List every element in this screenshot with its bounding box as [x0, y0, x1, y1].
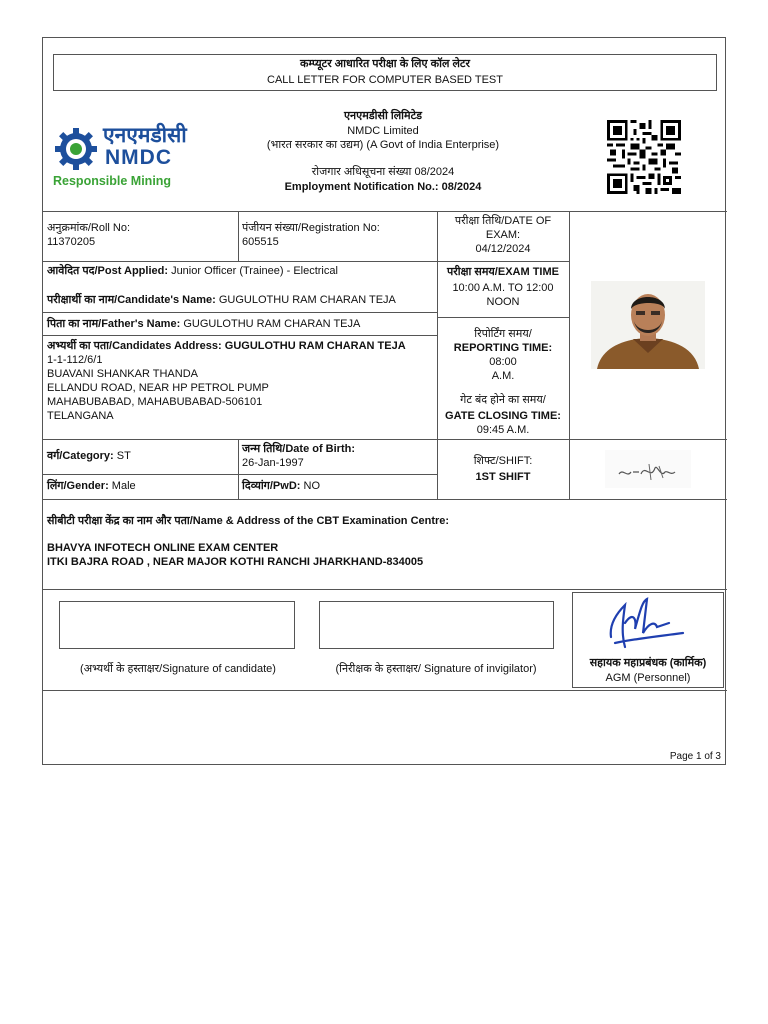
- agm-signature-image: [603, 593, 689, 655]
- exam-centre-block: [47, 514, 723, 569]
- candidate-signature-box: [59, 601, 295, 649]
- reporting-label-hindi: रिपोर्टिंग समय/: [474, 328, 532, 340]
- pwd-cell: [242, 479, 432, 493]
- exam-centre-label: सीबीटी परीक्षा केंद्र का नाम और पता/Name & Address of the CBT Examination Centre:: [47, 515, 450, 527]
- shift-label: शिफ्ट/SHIFT:: [473, 455, 533, 467]
- logo-tagline: Responsible Mining: [53, 174, 172, 188]
- signature-scribble-icon: [605, 450, 691, 488]
- org-govt-hindi: (भारत सरकार का उद्यम): [266, 139, 364, 151]
- title-english: CALL LETTER FOR COMPUTER BASED TEST: [267, 74, 503, 86]
- post-applied-label: आवेदित पद/Post Applied:: [47, 265, 168, 277]
- photo-column-left-line: [569, 211, 570, 499]
- grid-top-line: [43, 211, 727, 212]
- gender-label: लिंग/Gender:: [47, 480, 109, 492]
- exam-date-cell: [439, 214, 567, 256]
- address-line: TELANGANA: [47, 410, 114, 422]
- notification-hindi-value: 08/2024: [414, 166, 455, 178]
- exam-time-cell: [439, 265, 567, 309]
- candidate-signature-image: [605, 450, 691, 488]
- grid-bottom-line: [43, 499, 727, 500]
- org-govt-line: [233, 139, 533, 152]
- registration-no-value: 605515: [242, 236, 279, 248]
- notification-english-value: 08/2024: [441, 181, 482, 193]
- agm-title-hindi: सहायक महाप्रबंधक (कार्मिक): [589, 657, 707, 669]
- exam-date-value: 04/12/2024: [475, 243, 531, 255]
- logo-hindi-text: एनएमडीसी: [103, 124, 187, 147]
- title-box: [53, 54, 717, 91]
- notification-english-label: Employment Notification No.:: [284, 181, 439, 193]
- page-number: Page 1 of 3: [669, 751, 721, 762]
- agm-title-english: AGM (Personnel): [605, 672, 691, 684]
- category-label: वर्ग/Category:: [47, 450, 114, 462]
- org-name-english: NMDC Limited: [347, 125, 419, 137]
- post-applied-value: Junior Officer (Trainee) - Electrical: [171, 265, 338, 277]
- registration-no-cell: [242, 221, 432, 249]
- reporting-value-1: 08:00: [489, 356, 517, 368]
- invigilator-signature-box: [319, 601, 554, 649]
- org-govt-english: (A Govt of India Enterprise): [366, 139, 500, 151]
- shift-cell: [439, 454, 567, 484]
- dob-value: 26-Jan-1997: [242, 457, 304, 469]
- gate-value: 09:45 A.M.: [476, 424, 530, 436]
- candidate-name-value: GUGULOTHU RAM CHARAN TEJA: [218, 294, 396, 306]
- address-line: 1-1-112/6/1: [47, 354, 103, 366]
- address-line: MAHABUBABAD, MAHABUBABAD-506101: [47, 396, 263, 408]
- address-label: अभ्यर्थी का पता/Candidates Address:: [47, 340, 222, 352]
- title-hindi: कम्प्यूटर आधारित परीक्षा के लिए कॉल लेटर: [300, 58, 470, 70]
- shift-value: 1ST SHIFT: [475, 471, 531, 483]
- notification-hindi-line: [233, 166, 533, 179]
- gate-label-hindi: गेट बंद होने का समय/: [460, 394, 546, 406]
- qr-code: [607, 120, 681, 194]
- person-photo-icon: [591, 281, 705, 369]
- exam-centre-address: ITKI BAJRA ROAD , NEAR MAJOR KOTHI RANCHI JHARKHAND-834005: [47, 556, 424, 568]
- gender-cell: [47, 479, 235, 493]
- pwd-value: NO: [303, 480, 320, 492]
- agm-signature-scribble-icon: [603, 593, 689, 655]
- dob-label: जन्म तिथि/Date of Birth:: [242, 443, 356, 455]
- address-line: ELLANDU ROAD, NEAR HP PETROL PUMP: [47, 382, 269, 394]
- category-value: ST: [116, 450, 131, 462]
- reporting-value-2: A.M.: [491, 370, 515, 382]
- call-letter-sheet: [42, 37, 726, 765]
- footer-top-line: [43, 690, 727, 691]
- exam-time-label: परीक्षा समय/EXAM TIME: [447, 266, 559, 278]
- father-name-label: पिता का नाम/Father's Name:: [47, 318, 181, 330]
- exam-time-value-1: 10:00 A.M. TO 12:00: [452, 282, 554, 294]
- gender-value: Male: [111, 480, 136, 492]
- exam-date-label-hindi: परीक्षा तिथि/DATE OF: [454, 215, 552, 227]
- post-applied-cell: [47, 264, 435, 278]
- roll-no-label: अनुक्रमांक/Roll No:: [47, 222, 131, 234]
- candidate-name-cell: [47, 293, 435, 307]
- address-name: GUGULOTHU RAM CHARAN TEJA: [224, 340, 406, 352]
- father-name-value: GUGULOTHU RAM CHARAN TEJA: [183, 318, 361, 330]
- reporting-label-english: REPORTING TIME:: [453, 342, 553, 354]
- reporting-time-cell: [439, 327, 567, 437]
- org-name-hindi: एनएमडीसी लिमिटेड: [343, 110, 423, 122]
- roll-no-cell: [47, 221, 235, 249]
- roll-no-value: 11370205: [47, 236, 96, 248]
- pwd-label: दिव्यांग/PwD:: [242, 480, 301, 492]
- logo-nmdc-text: NMDC: [105, 146, 172, 169]
- category-cell: [47, 449, 235, 463]
- invigilator-signature-label: (निरीक्षक के हस्ताक्षर/ Signature of invigilator): [335, 663, 537, 675]
- exam-time-value-2: NOON: [486, 296, 520, 308]
- address-line: BUAVANI SHANKAR THANDA: [47, 368, 198, 380]
- exam-date-label-english: EXAM:: [485, 229, 521, 241]
- candidate-signature-label: (अभ्यर्थी के हस्ताक्षर/Signature of candidate): [80, 663, 276, 675]
- notification-hindi-label: रोजगार अधिसूचना संख्या: [311, 166, 412, 178]
- dob-cell: [242, 442, 432, 470]
- notification-english-line: [233, 181, 533, 194]
- signature-top-line: [43, 589, 727, 590]
- exam-column-left-line: [437, 211, 438, 499]
- nmdc-logo: [53, 122, 188, 192]
- address-cell: [47, 339, 435, 423]
- candidate-name-label: परीक्षार्थी का नाम/Candidate's Name:: [47, 294, 216, 306]
- org-block: [233, 110, 533, 194]
- father-name-cell: [47, 317, 435, 331]
- registration-no-label: पंजीयन संख्या/Registration No:: [242, 222, 380, 234]
- gate-label-english: GATE CLOSING TIME:: [445, 410, 561, 422]
- candidate-photo: [591, 281, 705, 369]
- exam-centre-name: BHAVYA INFOTECH ONLINE EXAM CENTER: [47, 542, 279, 554]
- gear-logo-icon: [53, 126, 99, 172]
